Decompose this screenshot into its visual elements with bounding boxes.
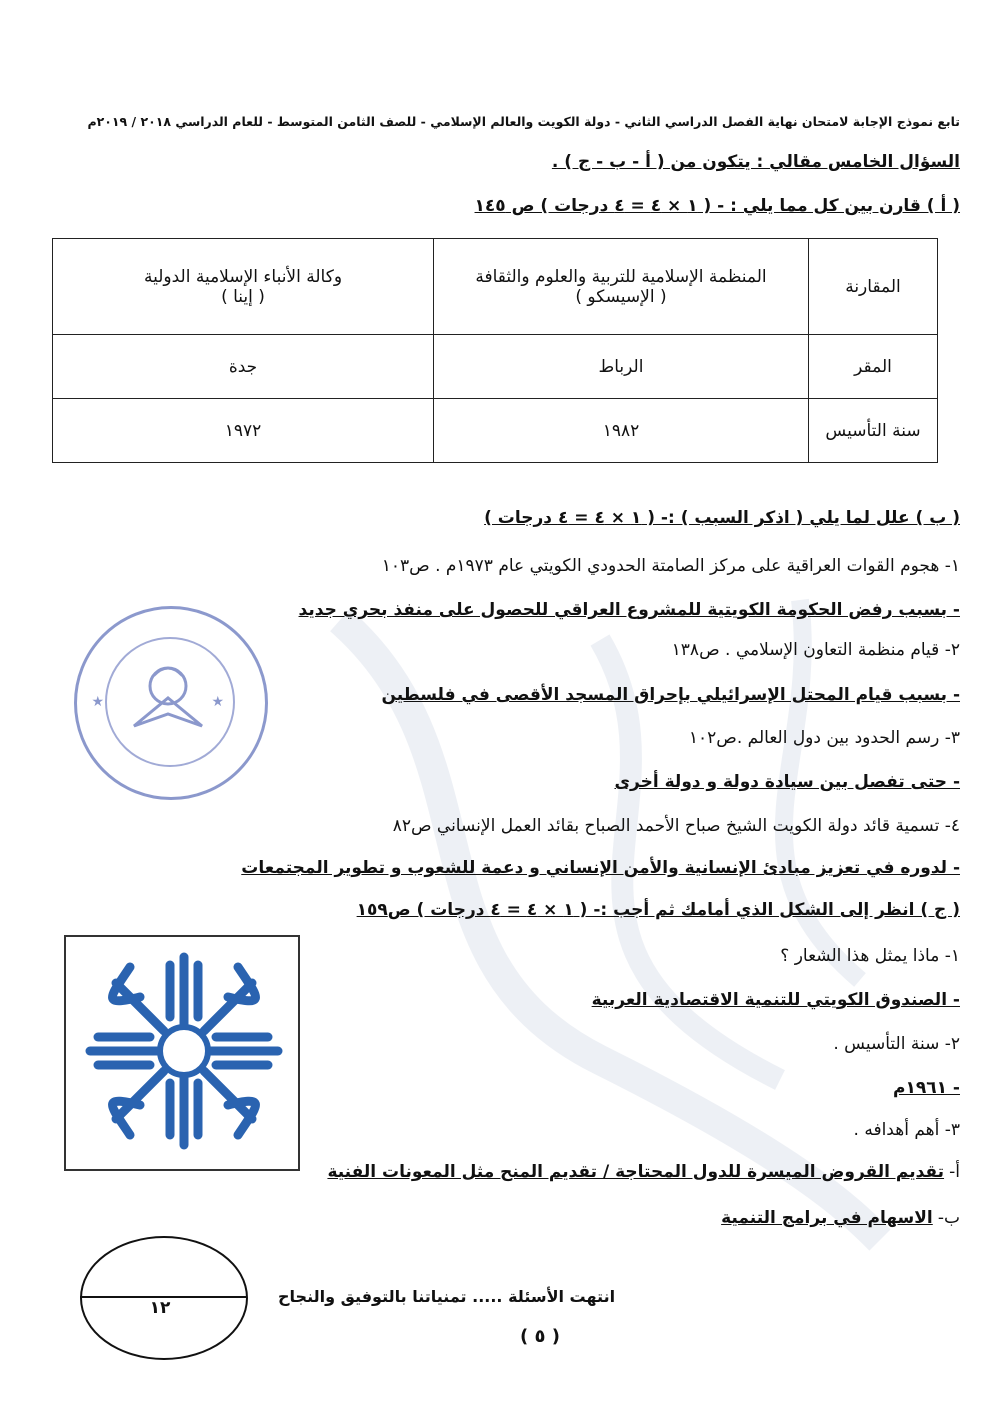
official-stamp xyxy=(74,606,268,800)
closing-text: انتهت الأسئلة ..... تمنياتنا بالتوفيق والنجاح xyxy=(278,1287,616,1306)
svg-text:★: ★ xyxy=(91,694,104,710)
table-cell: ١٩٨٢ xyxy=(434,399,809,463)
goal-prefix: أ- xyxy=(949,1162,960,1182)
reason-question: ٤- تسمية قائد دولة الكويت الشيخ صباح الأحمد الصباح بقائد العمل الإنساني ص٨٢ xyxy=(392,816,960,836)
header-line: المنظمة الإسلامية للتربية والعلوم والثقافة xyxy=(475,266,767,287)
part-a-title: ( أ ) قارن بين كل مما يلي : - ( ١ × ٤ = ٤ درجات ) ص ١٤٥ xyxy=(474,196,960,216)
total-score: ١٢ xyxy=(149,1298,171,1318)
table-header-row xyxy=(53,239,938,335)
fund-logo-frame xyxy=(64,935,300,1171)
reason-question: ٢- قيام منظمة التعاون الإسلامي . ص١٣٨ xyxy=(671,640,960,660)
page-number: ( ٥ ) xyxy=(520,1326,560,1347)
table-header-cell xyxy=(53,239,434,335)
question-five-title: السؤال الخامس مقالي : يتكون من ( أ - ب - ج ) . xyxy=(551,152,960,172)
reason-answer: - بسبب قيام المحتل الإسرائيلي بإحراق المسجد الأقصى في فلسطين xyxy=(381,685,960,705)
goal-a xyxy=(327,1162,960,1182)
reason-question: ٣- رسم الحدود بين دول العالم .ص١٠٢ xyxy=(688,728,960,748)
table-row xyxy=(53,335,938,399)
question-line: ٢- سنة التأسيس . xyxy=(833,1034,960,1054)
question-line: ٣- أهم أهدافه . xyxy=(853,1120,960,1140)
goal-prefix: ب- xyxy=(937,1208,960,1228)
document-header: تابع نموذج الإجابة لامتحان نهاية الفصل الدراسي الثاني - دولة الكويت والعالم الإسلامي - للصف الثامن المتوسط - للعام الدراسي ٢٠١٨ / ٢٠١٩م xyxy=(87,114,960,129)
goal-b xyxy=(721,1208,960,1228)
reason-question: ١- هجوم القوات العراقية على مركز الصامتة الحدودي الكويتي عام ١٩٧٣م . ص١٠٣ xyxy=(381,556,960,576)
table-corner-cell: المقارنة xyxy=(809,239,938,335)
row-label: سنة التأسيس xyxy=(809,399,938,463)
header-line: وكالة الأنباء الإسلامية الدولية xyxy=(143,266,343,287)
reason-answer: - لدوره في تعزيز مبادئ الإنسانية والأمن الإنساني و دعمة للشعوب و تطوير المجتمعات xyxy=(241,858,960,878)
svg-text:★: ★ xyxy=(211,694,224,710)
table-cell: الرباط xyxy=(434,335,809,399)
kuwait-fund-logo-icon xyxy=(70,937,298,1165)
answer-line: - الصندوق الكويتي للتنمية الاقتصادية العربية xyxy=(591,990,960,1010)
table-cell: جدة xyxy=(53,335,434,399)
header-line: ( إينا ) xyxy=(221,286,265,307)
table-header-cell xyxy=(434,239,809,335)
goal-answer: تقديم القروض الميسرة للدول المحتاجة / تقديم المنح مثل المعونات الفنية xyxy=(327,1162,945,1182)
table-cell: ١٩٧٢ xyxy=(53,399,434,463)
comparison-table xyxy=(52,238,938,463)
reason-answer: - بسبب رفض الحكومة الكويتية للمشروع العراقي للحصول على منفذ بحري جديد xyxy=(298,600,960,620)
goal-answer: الاسهام في برامج التنمية xyxy=(721,1208,933,1228)
question-line: ١- ماذا يمثل هذا الشعار ؟ xyxy=(780,946,960,966)
part-b-title: ( ب ) علل لما يلي ( اذكر السبب ) :- ( ١ × ٤ = ٤ درجات ) xyxy=(484,508,960,528)
header-line: ( الإسيسكو ) xyxy=(575,286,667,307)
answer-line: - ١٩٦١م xyxy=(893,1078,960,1098)
reason-answer: - حتى تفصل بين سيادة دولة و دولة أخرى xyxy=(614,772,960,792)
row-label: المقر xyxy=(809,335,938,399)
part-c-title: ( ج ) انظر إلى الشكل الذي أمامك ثم أجب :- ( ١ × ٤ = ٤ درجات ) ص١٥٩ xyxy=(356,900,960,920)
table-row xyxy=(53,399,938,463)
emblem-icon xyxy=(74,606,262,794)
